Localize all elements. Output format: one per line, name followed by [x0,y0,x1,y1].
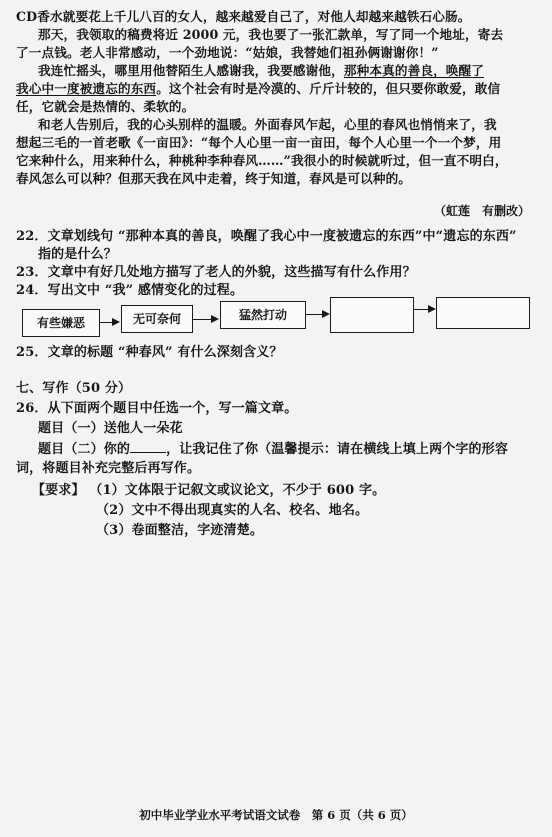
page-footer: 初中毕业学业水平考试语文试卷 第 6 页（共 6 页） [139,808,413,822]
flow-arrow-1 [100,322,118,323]
question-23: 23．文章中有好几处地方描写了老人的外貌，这些描写有什么作用？ [16,265,416,280]
underlined-sentence-part-2: 我心中一度被遗忘的东西 [16,81,157,96]
passage-line-4 [38,62,538,79]
requirement-3: （3）卷面整洁，字迹清楚。 [96,523,263,538]
passage-line-5 [16,80,538,97]
question-26: 26．从下面两个题目中任选一个，写一篇文章。 [16,401,298,416]
flow-arrow-4 [414,309,434,310]
question-25: 25．文章的标题 “种春风” 有什么深刻含义？ [16,345,283,360]
writing-title-1: 题目（一）送他人一朵花 [38,421,183,436]
writing-title-2-suffix: ，让我记住了你（温馨提示：请在横线上填上两个字的形容 [166,442,508,457]
flow-box-3: 猛然打动 [220,301,306,329]
passage-line-9: 它来种什么，用来种什么，种桃种李种春风……”我很小的时候就听过，但一直不明白， [16,153,508,168]
question-24: 24．写出文中 “我” 感情变化的过程。 [16,283,244,298]
writing-title-2-cont: 词，将题目补充完整后再写作。 [16,461,201,476]
passage-line-2: 那天，我领取的稿费将近 2000 元，我也要了一张汇款单，写了同一个地址，寄去 [38,27,504,42]
fill-in-blank [130,440,166,453]
passage-line-6: 任，它就会是热情的、柔软的。 [16,99,195,114]
requirement-1: （1）文体限于记叙文或议论文，不少于 600 字。 [89,483,386,498]
requirement-2: （2）文中不得出现真实的人名、校名、地名。 [96,503,369,518]
author-credit: （虹莲 有删改） [433,204,530,218]
requirements [32,482,552,499]
passage-line-7: 和老人告别后，我的心头别样的温暖。外面春风乍起，心里的春风也悄悄来了，我 [38,117,497,132]
writing-section-title: 七、写作（50 分） [16,381,132,396]
flow-arrow-2 [193,319,217,320]
underlined-sentence-part-1: 那种本真的善良，唤醒了 [343,63,485,78]
passage-line-8: 想起三毛的一首老歌《一亩田》：“每个人心里一亩一亩田，每个人心里一个一个梦，用 [16,135,502,150]
emotion-flow-diagram [18,297,538,337]
passage-line-4-text: 我连忙摇头，哪里用他替陌生人感谢我，我要感谢他， [38,63,344,78]
requirements-label: 【要求】 [32,483,85,498]
passage-line-10: 春风怎么可以种？但那天我在风中走着，终于知道，春风是可以种的。 [16,171,412,186]
flow-box-4-blank [330,297,414,333]
flow-box-1: 有些嫌恶 [22,309,100,337]
passage-line-5-text: 。这个社会有时是冷漠的、斤斤计较的，但只要你敢爱，敢信 [156,81,501,96]
question-22-cont: 指的是什么？ [38,247,117,262]
flow-arrow-3 [306,314,328,315]
flow-box-5-blank [436,297,530,329]
passage-line-1: CD香水就要花上千儿八百的女人，越来越爱自己了，对他人却越来越铁石心肠。 [16,9,471,24]
flow-box-2: 无可奈何 [121,305,193,333]
question-22: 22．文章划线句 “那种本真的善良，唤醒了我心中一度被遗忘的东西”中“遗忘的东西” [16,229,517,244]
writing-title-2 [38,440,538,458]
passage-line-3: 了一点钱。老人非常感动，一个劲地说：“姑娘，我替她们祖孙俩谢谢你！” [16,45,439,60]
writing-title-2-prefix: 题目（二）你的 [38,442,131,457]
